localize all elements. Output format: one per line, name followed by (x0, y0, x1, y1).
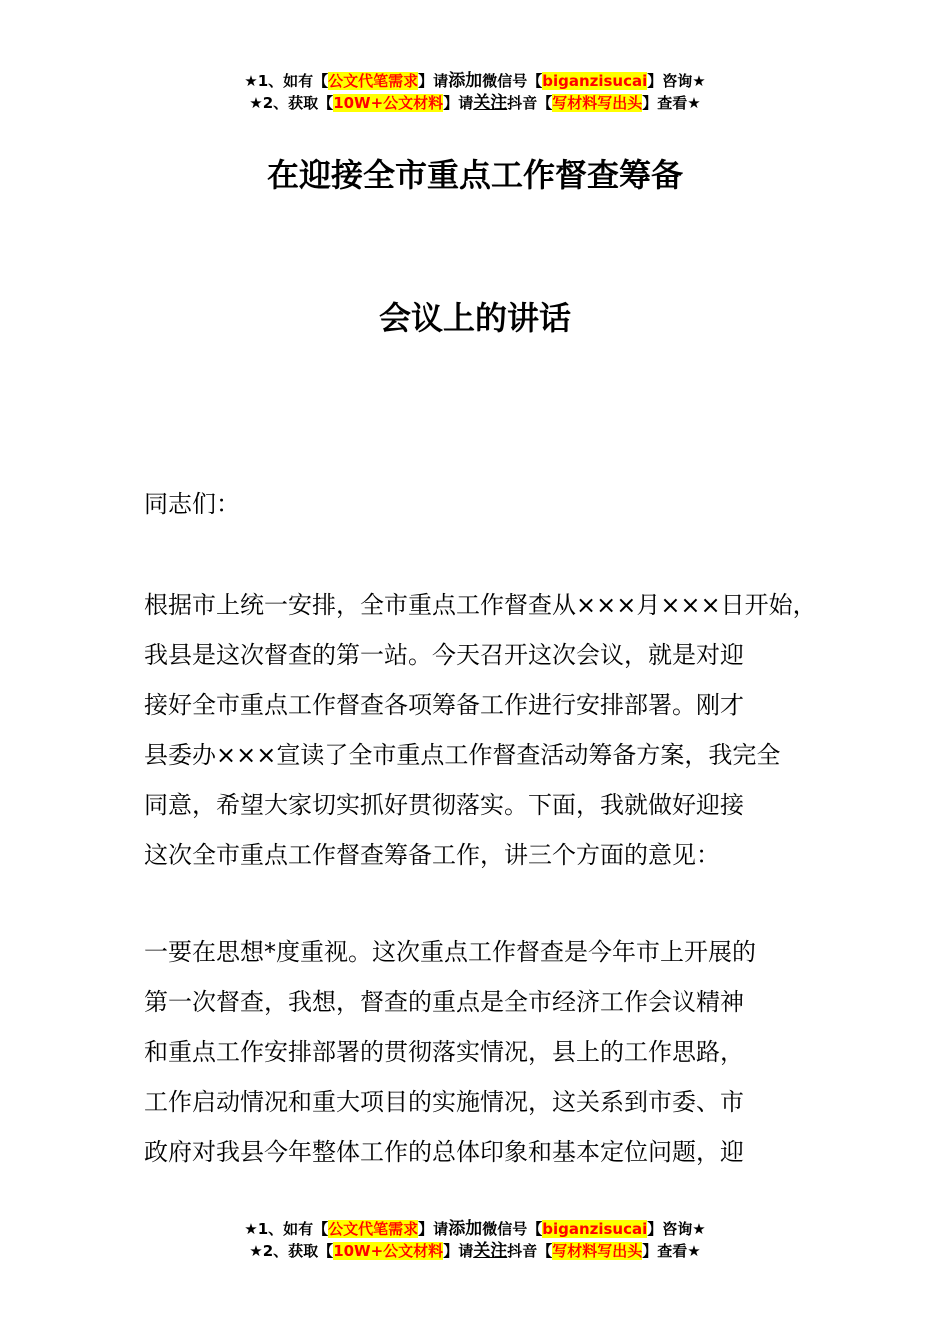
banner-highlight: 10W+公文材料 (333, 94, 444, 112)
top-banner (0, 70, 950, 114)
banner-text: ★1、如有【 (244, 1220, 329, 1238)
banner-text: 】咨询★ (647, 1220, 706, 1238)
banner-highlight: 写材料写出头 (552, 94, 643, 112)
paragraph-line: 同意，希望大家切实抓好贯彻落实。下面，我就做好迎接 (144, 791, 744, 819)
banner-text: ★2、获取【 (249, 94, 334, 112)
banner-highlight: biganzisucai (542, 1220, 648, 1238)
banner-emphasis: 关注 (473, 93, 508, 113)
banner-text: 】请 (443, 1242, 474, 1260)
banner-text: 抖音【 (507, 94, 553, 112)
paragraph-line: 和重点工作安排部署的贯彻落实情况，县上的工作思路， (144, 1038, 744, 1066)
document-title-line-2: 会议上的讲话 (378, 299, 571, 337)
paragraph-1 (144, 580, 844, 880)
banner-text: 】请 (418, 1220, 449, 1238)
banner-text: 微信号【 (482, 1220, 543, 1238)
banner-highlight: biganzisucai (542, 72, 648, 90)
salutation (144, 479, 844, 529)
banner-text: 】咨询★ (647, 72, 706, 90)
banner-emphasis: 添加 (448, 1219, 483, 1239)
paragraph-line: 工作启动情况和重大项目的实施情况，这关系到市委、市 (144, 1088, 744, 1116)
paragraph-2 (144, 927, 844, 1177)
banner-line-1 (0, 70, 950, 92)
paragraph-line: 根据市上统一安排，全市重点工作督查从×××月×××日开始， (144, 591, 817, 619)
paragraph-line: 第一次督查，我想，督查的重点是全市经济工作会议精神 (144, 988, 744, 1016)
paragraph-line: 一要在思想*度重视。这次重点工作督查是今年市上开展的 (144, 938, 756, 966)
banner-line-2 (0, 92, 950, 114)
bottom-banner (0, 1218, 950, 1262)
paragraph-line: 政府对我县今年整体工作的总体印象和基本定位问题，迎 (144, 1138, 744, 1166)
banner-highlight: 10W+公文材料 (333, 1242, 444, 1260)
banner-text: 抖音【 (507, 1242, 553, 1260)
banner-highlight: 公文代笔需求 (328, 1220, 419, 1238)
paragraph-line: 我县是这次督查的第一站。今天召开这次会议，就是对迎 (144, 641, 744, 669)
banner-text: ★1、如有【 (244, 72, 329, 90)
banner-text: 】请 (443, 94, 474, 112)
paragraph-line: 接好全市重点工作督查各项筹备工作进行安排部署。刚才 (144, 691, 744, 719)
banner-highlight: 写材料写出头 (552, 1242, 643, 1260)
banner-emphasis: 关注 (473, 1241, 508, 1261)
paragraph-line: 县委办×××宣读了全市重点工作督查活动筹备方案，我完全 (144, 741, 781, 769)
banner-line-1 (0, 1218, 950, 1240)
salutation-text: 同志们： (144, 490, 240, 518)
document-title-line-1: 在迎接全市重点工作督查筹备 (266, 156, 683, 194)
banner-text: ★2、获取【 (249, 1242, 334, 1260)
banner-emphasis: 添加 (448, 71, 483, 91)
banner-text: 微信号【 (482, 72, 543, 90)
banner-text: 】查看★ (642, 1242, 701, 1260)
paragraph-line: 这次全市重点工作督查筹备工作，讲三个方面的意见： (144, 841, 720, 869)
banner-text: 】请 (418, 72, 449, 90)
banner-text: 】查看★ (642, 94, 701, 112)
banner-highlight: 公文代笔需求 (328, 72, 419, 90)
banner-line-2 (0, 1240, 950, 1262)
